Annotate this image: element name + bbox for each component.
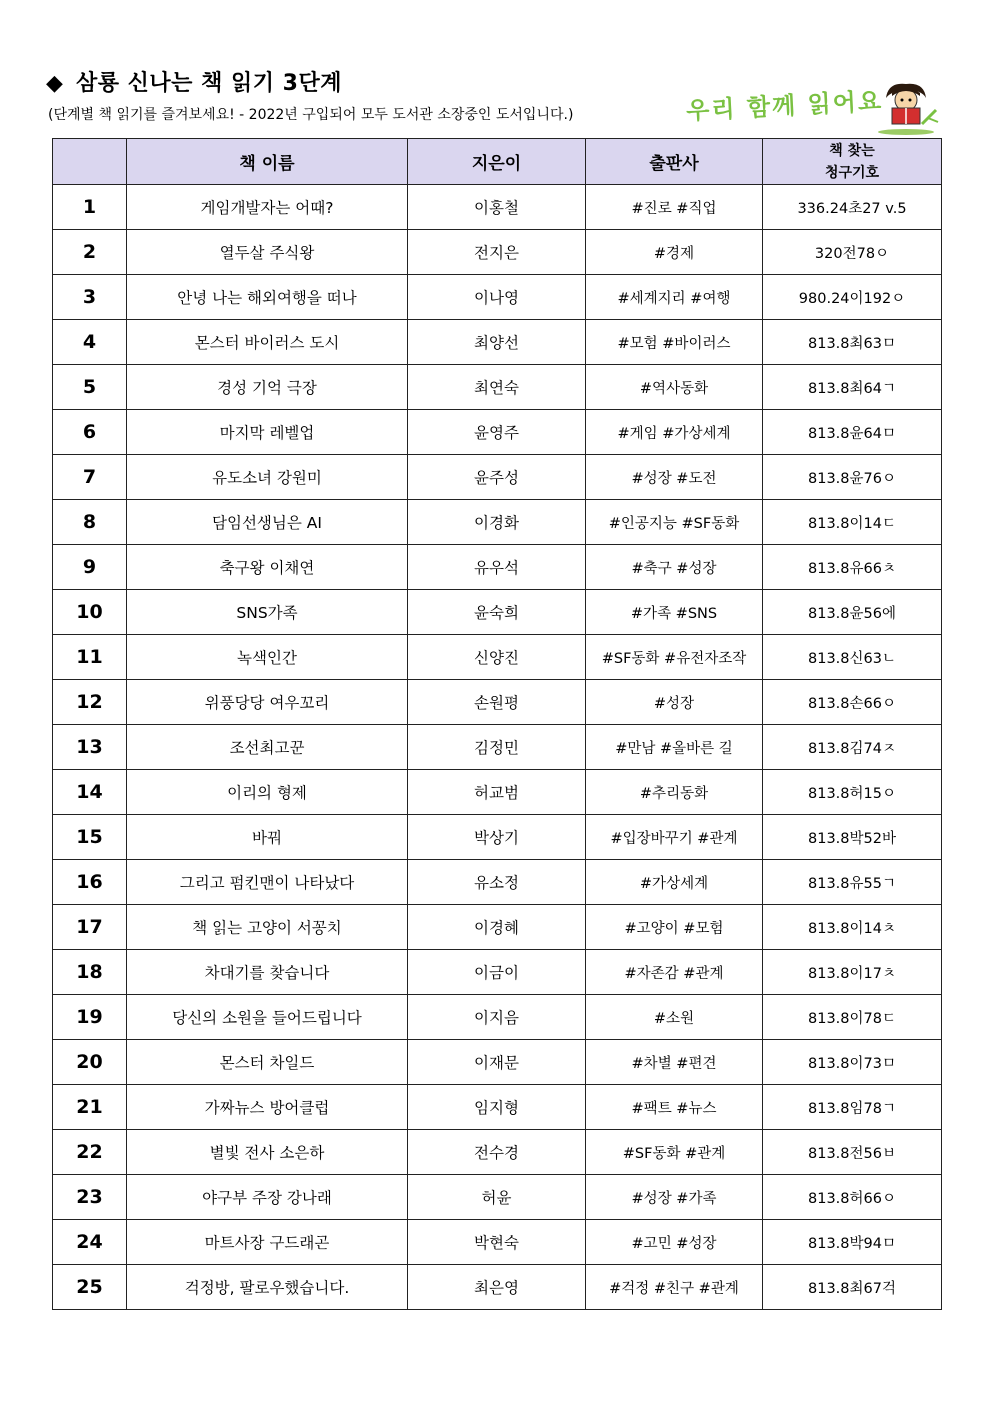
book-author: 유소정 (408, 860, 586, 905)
call-number: 813.8김74ㅈ (763, 725, 942, 770)
book-author: 이경화 (408, 500, 586, 545)
row-number: 2 (53, 230, 127, 275)
row-number: 20 (53, 1040, 127, 1085)
book-tags: #성장 (586, 680, 763, 725)
book-title: 몬스터 바이러스 도시 (127, 320, 408, 365)
header-author: 지은이 (408, 139, 586, 185)
table-row (53, 680, 942, 725)
table-header (53, 139, 942, 185)
row-number: 11 (53, 635, 127, 680)
book-title: 경성 기억 극장 (127, 365, 408, 410)
book-author: 윤영주 (408, 410, 586, 455)
book-author: 신양진 (408, 635, 586, 680)
row-number: 8 (53, 500, 127, 545)
book-title: 이리의 형제 (127, 770, 408, 815)
logo-text: 우리 함께 읽어요 (685, 86, 884, 126)
book-tags: #인공지능 #SF동화 (586, 500, 763, 545)
table-row (53, 950, 942, 995)
header-publisher: 출판사 (586, 139, 763, 185)
book-title: 축구왕 이채연 (127, 545, 408, 590)
call-number: 813.8이14ㅊ (763, 905, 942, 950)
row-number: 24 (53, 1220, 127, 1265)
book-title: 야구부 주장 강나래 (127, 1175, 408, 1220)
table-row (53, 905, 942, 950)
book-tags: #입장바꾸기 #관계 (586, 815, 763, 860)
page-subtitle: (단계별 책 읽기를 즐겨보세요! - 2022년 구입되어 모두 도서관 소장중인 도서입니다.) (48, 107, 574, 123)
book-author: 허윤 (408, 1175, 586, 1220)
book-tags: #가족 #SNS (586, 590, 763, 635)
call-number: 813.8허66ㅇ (763, 1175, 942, 1220)
book-title: 안녕 나는 해외여행을 떠나 (127, 275, 408, 320)
book-tags: #추리동화 (586, 770, 763, 815)
row-number: 5 (53, 365, 127, 410)
book-tags: #SF동화 #관계 (586, 1130, 763, 1175)
row-number: 3 (53, 275, 127, 320)
book-title: 담임선생님은 AI (127, 500, 408, 545)
book-tags: #걱정 #친구 #관계 (586, 1265, 763, 1310)
table-row (53, 1040, 942, 1085)
table-row (53, 230, 942, 275)
call-number: 813.8이78ㄷ (763, 995, 942, 1040)
table-row (53, 500, 942, 545)
book-title: 바꿔 (127, 815, 408, 860)
book-tags: #세계지리 #여행 (586, 275, 763, 320)
call-number: 813.8최63ㅁ (763, 320, 942, 365)
book-tags: #소원 (586, 995, 763, 1040)
book-author: 손원평 (408, 680, 586, 725)
book-author: 박현숙 (408, 1220, 586, 1265)
header-call-line2: 청구기호 (824, 164, 880, 181)
book-tags: #모험 #바이러스 (586, 320, 763, 365)
book-tags: #경제 (586, 230, 763, 275)
table-row (53, 1220, 942, 1265)
table-row (53, 1085, 942, 1130)
call-number: 813.8윤76ㅇ (763, 455, 942, 500)
book-author: 박상기 (408, 815, 586, 860)
row-number: 25 (53, 1265, 127, 1310)
table-row (53, 995, 942, 1040)
row-number: 10 (53, 590, 127, 635)
book-tags: #역사동화 (586, 365, 763, 410)
call-number: 813.8유55ㄱ (763, 860, 942, 905)
row-number: 15 (53, 815, 127, 860)
row-number: 14 (53, 770, 127, 815)
call-number: 813.8윤56에 (763, 590, 942, 635)
book-title: 마지막 레벨업 (127, 410, 408, 455)
call-number: 813.8신63ㄴ (763, 635, 942, 680)
row-number: 13 (53, 725, 127, 770)
call-number: 813.8박94ㅁ (763, 1220, 942, 1265)
call-number: 813.8이14ㄷ (763, 500, 942, 545)
book-tags: #성장 #도전 (586, 455, 763, 500)
table-row (53, 1175, 942, 1220)
call-number: 813.8전56ㅂ (763, 1130, 942, 1175)
book-title: 걱정방, 팔로우했습니다. (127, 1265, 408, 1310)
book-title: 그리고 펌킨맨이 나타났다 (127, 860, 408, 905)
call-number: 813.8임78ㄱ (763, 1085, 942, 1130)
book-title: 차대기를 찾습니다 (127, 950, 408, 995)
table-row (53, 815, 942, 860)
call-number: 813.8유66ㅊ (763, 545, 942, 590)
call-number: 813.8최67걱 (763, 1265, 942, 1310)
call-number: 813.8허15ㅇ (763, 770, 942, 815)
call-number: 813.8이17ㅊ (763, 950, 942, 995)
book-author: 최은영 (408, 1265, 586, 1310)
row-number: 12 (53, 680, 127, 725)
table-row (53, 275, 942, 320)
row-number: 21 (53, 1085, 127, 1130)
call-number: 813.8박52바 (763, 815, 942, 860)
call-number: 813.8이73ㅁ (763, 1040, 942, 1085)
table-row (53, 1265, 942, 1310)
book-tags: #고양이 #모험 (586, 905, 763, 950)
header-call-line1: 책 찾는 (829, 142, 875, 159)
book-tags: #차별 #편견 (586, 1040, 763, 1085)
book-title: 녹색인간 (127, 635, 408, 680)
book-author: 이홍철 (408, 185, 586, 230)
table-row (53, 365, 942, 410)
book-title: 당신의 소원을 들어드립니다 (127, 995, 408, 1040)
table-body (53, 185, 942, 1310)
book-tags: #고민 #성장 (586, 1220, 763, 1265)
book-title: 가짜뉴스 방어클럽 (127, 1085, 408, 1130)
book-author: 전지은 (408, 230, 586, 275)
table-row (53, 320, 942, 365)
book-tags: #진로 #직업 (586, 185, 763, 230)
table-row (53, 545, 942, 590)
page-title (46, 66, 342, 97)
book-author: 임지형 (408, 1085, 586, 1130)
book-title: 별빛 전사 소은하 (127, 1130, 408, 1175)
book-author: 유우석 (408, 545, 586, 590)
book-title: 조선최고꾼 (127, 725, 408, 770)
book-tags: #SF동화 #유전자조작 (586, 635, 763, 680)
book-list-table (52, 138, 942, 1310)
reading-logo (686, 80, 944, 136)
book-tags: #성장 #가족 (586, 1175, 763, 1220)
table-row (53, 410, 942, 455)
book-tags: #축구 #성장 (586, 545, 763, 590)
book-title: 열두살 주식왕 (127, 230, 408, 275)
table-row (53, 1130, 942, 1175)
book-title: 유도소녀 강원미 (127, 455, 408, 500)
row-number: 17 (53, 905, 127, 950)
call-number: 336.24초27 v.5 (763, 185, 942, 230)
call-number: 813.8최64ㄱ (763, 365, 942, 410)
book-tags: #팩트 #뉴스 (586, 1085, 763, 1130)
table-row (53, 770, 942, 815)
row-number: 23 (53, 1175, 127, 1220)
book-author: 최연숙 (408, 365, 586, 410)
book-tags: #만남 #올바른 길 (586, 725, 763, 770)
header-call-number (763, 139, 942, 185)
book-author: 이금이 (408, 950, 586, 995)
book-title: 게임개발자는 어때? (127, 185, 408, 230)
book-title: 위풍당당 여우꼬리 (127, 680, 408, 725)
row-number: 6 (53, 410, 127, 455)
table-row (53, 185, 942, 230)
book-author: 전수경 (408, 1130, 586, 1175)
book-title: SNS가족 (127, 590, 408, 635)
call-number: 813.8손66ㅇ (763, 680, 942, 725)
page-title-text: 삼룡 신나는 책 읽기 3단계 (76, 71, 342, 96)
header-number (53, 139, 127, 185)
reading-child-icon (872, 80, 942, 136)
book-tags: #가상세계 (586, 860, 763, 905)
book-title: 책 읽는 고양이 서꽁치 (127, 905, 408, 950)
book-author: 윤숙희 (408, 590, 586, 635)
book-author: 윤주성 (408, 455, 586, 500)
header-title: 책 이름 (127, 139, 408, 185)
row-number: 19 (53, 995, 127, 1040)
call-number: 813.8윤64ㅁ (763, 410, 942, 455)
row-number: 4 (53, 320, 127, 365)
row-number: 1 (53, 185, 127, 230)
table-row (53, 860, 942, 905)
table-row (53, 455, 942, 500)
table-row (53, 590, 942, 635)
call-number: 980.24이192ㅇ (763, 275, 942, 320)
row-number: 9 (53, 545, 127, 590)
row-number: 7 (53, 455, 127, 500)
table-row (53, 635, 942, 680)
book-tags: #자존감 #관계 (586, 950, 763, 995)
table-row (53, 725, 942, 770)
book-title: 마트사장 구드래곤 (127, 1220, 408, 1265)
book-title: 몬스터 차일드 (127, 1040, 408, 1085)
book-author: 이지음 (408, 995, 586, 1040)
row-number: 18 (53, 950, 127, 995)
book-tags: #게임 #가상세계 (586, 410, 763, 455)
book-author: 김정민 (408, 725, 586, 770)
book-author: 이나영 (408, 275, 586, 320)
book-author: 최양선 (408, 320, 586, 365)
book-author: 허교범 (408, 770, 586, 815)
row-number: 22 (53, 1130, 127, 1175)
book-author: 이경혜 (408, 905, 586, 950)
row-number: 16 (53, 860, 127, 905)
book-author: 이재문 (408, 1040, 586, 1085)
call-number: 320전78ㅇ (763, 230, 942, 275)
diamond-bullet-icon: ◆ (46, 71, 64, 96)
